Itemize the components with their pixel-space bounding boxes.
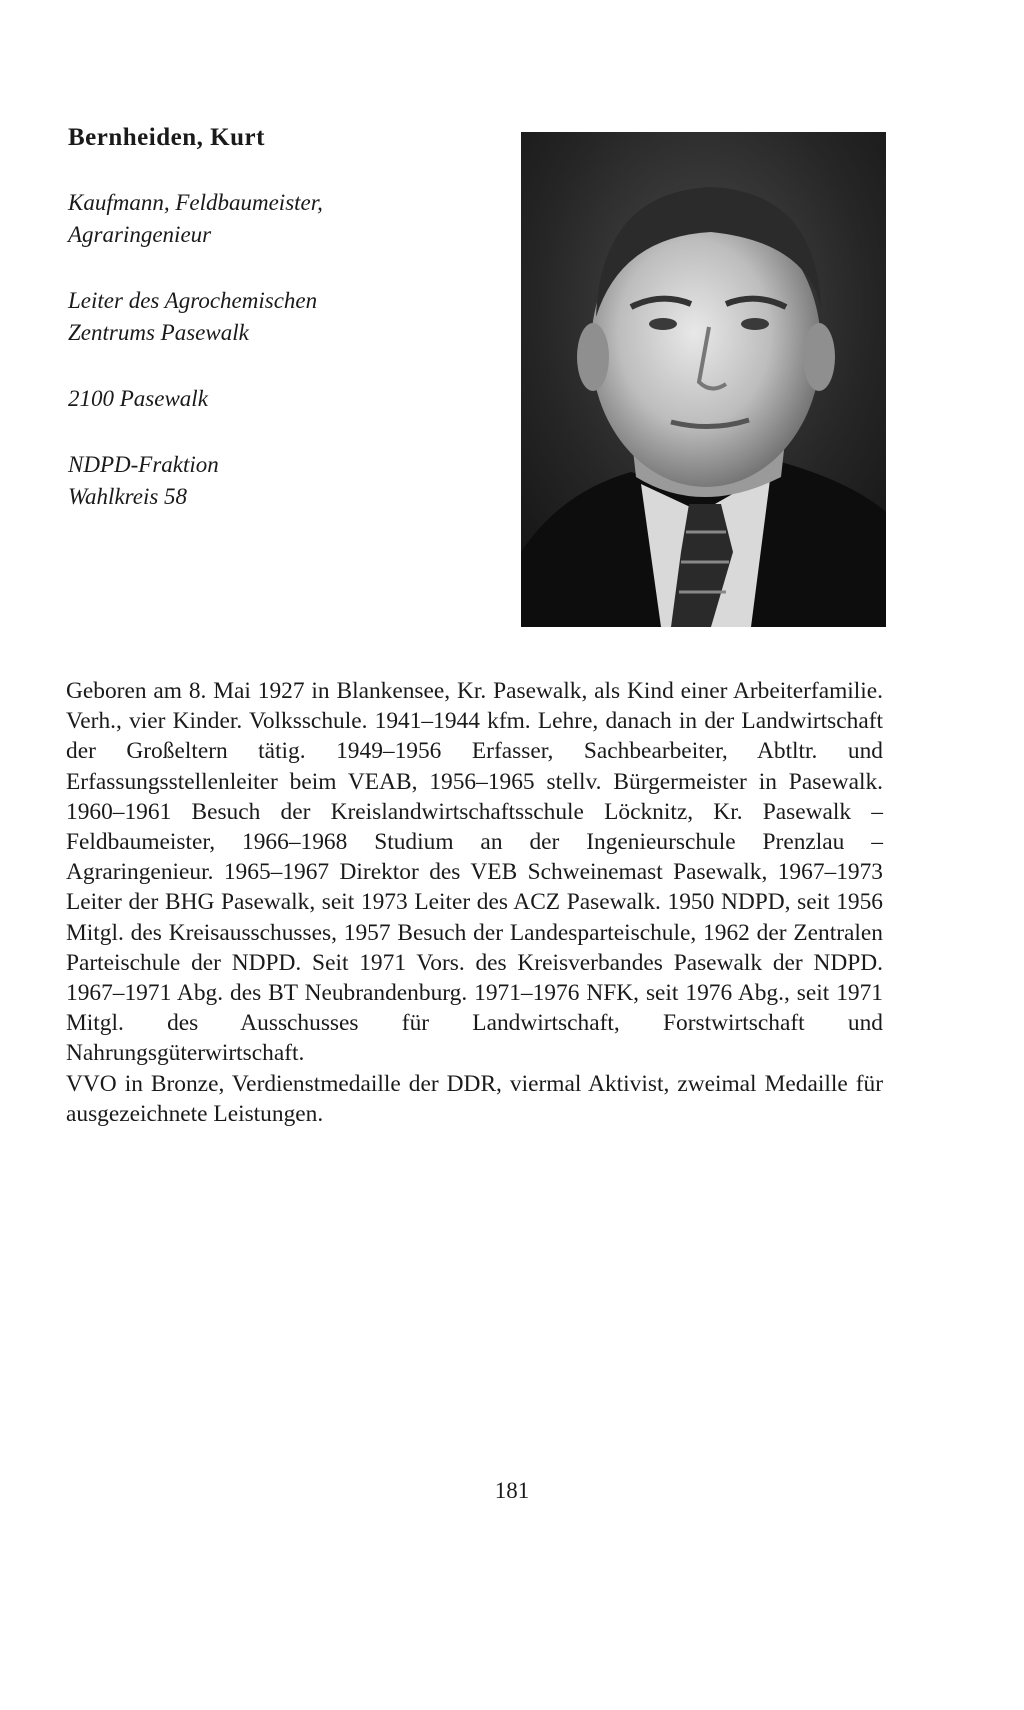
biography-paragraph: VVO in Bronze, Verdienstmedaille der DDR, viermal Aktivist, zweimal Medaille für ausgezeichnete Leistungen. <box>66 1070 883 1127</box>
profession-line: Agraringenieur <box>68 222 212 247</box>
portrait-illustration <box>521 132 886 627</box>
portrait-photo <box>521 132 886 627</box>
position <box>68 285 508 349</box>
profession-line: Kaufmann, Feldbaumeister, <box>68 190 323 215</box>
address <box>68 383 508 415</box>
biography-paragraph: Geboren am 8. Mai 1927 in Blankensee, Kr. Pasewalk, als Kind einer Arbeiterfamilie. Verh., vier Kinder. Volksschule. 1941–1944 kfm. Lehre, danach in der Landwirtschaft der Großeltern tätig. 1949–1956 Erfasser, Sachbearbeiter, Abtltr. und Erfassungsstellenleiter beim VEAB, 1956–1965 stellv. Bürgermeister in Pasewalk. 1960–1961 Besuch der Kreislandwirtschaftsschule Löcknitz, Kr. Pasewalk – Feldbaumeister, 1966–1968 Studium an der Ingenieurschule Prenzlau – Agraringenieur. 1965–1967 Direktor des VEB Schweinemast Pasewalk, 1967–1973 Leiter der BHG Pasewalk, seit 1973 Leiter des ACZ Pasewalk. 1950 NDPD, seit 1956 Mitgl. des Kreisausschusses, 1957 Besuch der Landesparteischule, 1962 der Zentralen Parteischule der NDPD. Seit 1971 Vors. des Kreisverbandes Pasewalk der NDPD. 1967–1971 Abg. des BT Neubrandenburg. 1971–1976 NFK, seit 1976 Abg., seit 1971 Mitgl. des Ausschusses für Landwirtschaft, Forstwirtschaft und Nahrungsgüterwirtschaft. <box>66 678 883 1067</box>
position-line: Leiter des Agrochemischen <box>68 288 318 313</box>
profession <box>68 187 508 251</box>
biography-text <box>66 676 883 1129</box>
entry-header <box>68 124 508 547</box>
faction-line: Wahlkreis 58 <box>68 484 188 509</box>
faction-line: NDPD-Fraktion <box>68 452 219 477</box>
faction <box>68 449 508 513</box>
address-line: 2100 Pasewalk <box>68 386 208 411</box>
person-name: Bernheiden, Kurt <box>68 124 265 151</box>
page-number: 181 <box>494 1478 530 1503</box>
position-line: Zentrums Pasewalk <box>68 320 249 345</box>
